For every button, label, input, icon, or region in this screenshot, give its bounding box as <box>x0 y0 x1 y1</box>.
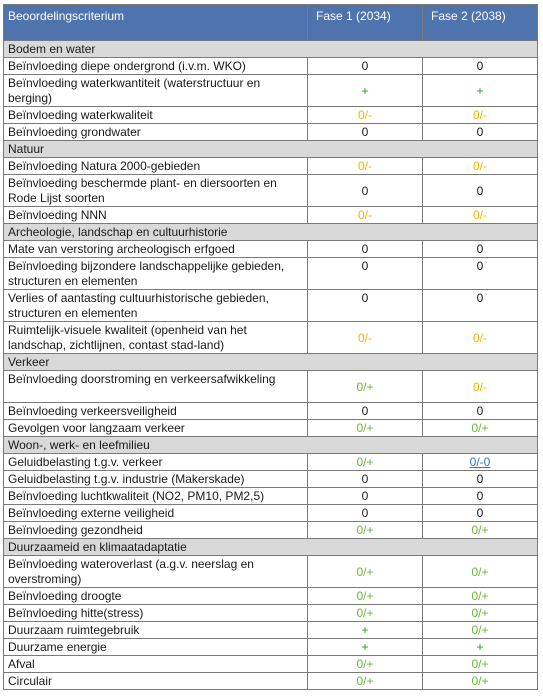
table-row <box>4 588 538 605</box>
criterion-label: Circulair <box>4 673 308 690</box>
score-value: 0 <box>361 59 369 73</box>
phase1-score <box>308 124 423 141</box>
phase2-score <box>423 107 538 124</box>
phase2-score <box>423 258 538 290</box>
table-row <box>4 522 538 539</box>
table-row <box>4 207 538 224</box>
phase1-score <box>308 622 423 639</box>
section-title: Bodem en water <box>4 41 538 58</box>
score-value: + <box>476 640 484 654</box>
score-value: 0/- <box>472 208 487 222</box>
score-value: 0/+ <box>471 674 489 688</box>
phase2-score <box>423 124 538 141</box>
score-value: 0 <box>476 242 484 256</box>
phase2-score <box>423 58 538 75</box>
phase2-score <box>423 241 538 258</box>
score-value: 0/+ <box>356 455 374 469</box>
phase1-score <box>308 639 423 656</box>
criterion-label: Beïnvloeding droogte <box>4 588 308 605</box>
score-value: 0/+ <box>471 623 489 637</box>
table-row <box>4 656 538 673</box>
score-value: 0/+ <box>471 564 489 579</box>
phase1-score <box>308 75 423 107</box>
table-row <box>4 673 538 690</box>
section-row <box>4 141 538 158</box>
phase2-score <box>423 371 538 403</box>
criterion-label: Afval <box>4 656 308 673</box>
phase1-score <box>308 656 423 673</box>
table-row <box>4 454 538 471</box>
phase1-score <box>308 505 423 522</box>
table-row <box>4 556 538 588</box>
phase2-score <box>423 75 538 107</box>
table-row <box>4 371 538 403</box>
table-row <box>4 258 538 290</box>
phase2-score <box>423 605 538 622</box>
phase2-score <box>423 556 538 588</box>
criterion-label: Beïnvloeding beschermde plant- en diersoorten en Rode Lijst soorten <box>4 175 308 207</box>
phase1-score <box>308 107 423 124</box>
criterion-label: Geluidbelasting t.g.v. industrie (Makerskade) <box>4 471 308 488</box>
table-row <box>4 471 538 488</box>
phase1-score <box>308 403 423 420</box>
phase1-score <box>308 522 423 539</box>
score-value: 0 <box>476 291 484 305</box>
score-value: 0/+ <box>356 606 374 620</box>
phase2-score <box>423 639 538 656</box>
score-value: 0/- <box>357 159 372 173</box>
phase1-score <box>308 58 423 75</box>
phase1-score <box>308 420 423 437</box>
criterion-label: Beïnvloeding verkeersveiligheid <box>4 403 308 420</box>
table-row <box>4 124 538 141</box>
score-value: 0/- <box>472 379 487 394</box>
criterion-label: Beïnvloeding bijzondere landschappelijke gebieden, structuren en elementen <box>4 258 308 290</box>
table-row <box>4 488 538 505</box>
table-row <box>4 175 538 207</box>
criterion-label: Beïnvloeding Natura 2000-gebieden <box>4 158 308 175</box>
phase2-score <box>423 158 538 175</box>
section-title: Woon-, werk- en leefmilieu <box>4 437 538 454</box>
phase1-score <box>308 454 423 471</box>
score-value: 0/- <box>472 159 487 173</box>
section-title: Verkeer <box>4 354 538 371</box>
score-value: 0 <box>476 404 484 418</box>
criterion-label: Duurzame energie <box>4 639 308 656</box>
table-row <box>4 420 538 437</box>
section-row <box>4 539 538 556</box>
section-title: Duurzaameid en klimaatadaptatie <box>4 539 538 556</box>
table-row <box>4 639 538 656</box>
section-row <box>4 224 538 241</box>
section-row <box>4 354 538 371</box>
phase1-score <box>308 158 423 175</box>
criterion-label: Beïnvloeding gezondheid <box>4 522 308 539</box>
criterion-label: Beïnvloeding grondwater <box>4 124 308 141</box>
criterion-label: Beïnvloeding hitte(stress) <box>4 605 308 622</box>
section-row <box>4 437 538 454</box>
assessment-table-container <box>3 4 537 690</box>
phase1-score <box>308 290 423 322</box>
score-value: 0 <box>361 125 369 139</box>
phase1-score <box>308 488 423 505</box>
table-row <box>4 605 538 622</box>
score-value: 0 <box>361 506 369 520</box>
criterion-label: Mate van verstoring archeologisch erfgoed <box>4 241 308 258</box>
criterion-label: Beïnvloeding doorstroming en verkeersafwikkeling <box>4 371 308 403</box>
score-value: 0/- <box>357 208 372 222</box>
header-row <box>4 5 538 41</box>
criterion-label: Beïnvloeding waterkwaliteit <box>4 107 308 124</box>
score-value: 0/+ <box>471 606 489 620</box>
phase2-score <box>423 488 538 505</box>
score-value: 0 <box>476 472 484 486</box>
score-value: 0/- <box>357 108 372 122</box>
header-criterion: Beoordelingscriterium <box>4 5 308 41</box>
section-title: Archeologie, landschap en cultuurhistorie <box>4 224 538 241</box>
phase1-score <box>308 258 423 290</box>
score-value: + <box>361 623 369 637</box>
table-body <box>4 41 538 690</box>
phase2-score <box>423 290 538 322</box>
phase1-score <box>308 322 423 354</box>
phase1-score <box>308 175 423 207</box>
table-row <box>4 403 538 420</box>
phase1-score <box>308 471 423 488</box>
section-title: Natuur <box>4 141 538 158</box>
table-row <box>4 158 538 175</box>
criterion-label: Beïnvloeding NNN <box>4 207 308 224</box>
criterion-label: Gevolgen voor langzaam verkeer <box>4 420 308 437</box>
criterion-label: Beïnvloeding waterkwantiteit (waterstructuur en berging) <box>4 75 308 107</box>
score-value: 0/+ <box>356 589 374 603</box>
score-value: 0/+ <box>471 523 489 537</box>
assessment-table <box>3 4 538 690</box>
phase2-score <box>423 403 538 420</box>
table-row <box>4 58 538 75</box>
phase2-score <box>423 175 538 207</box>
phase2-score <box>423 522 538 539</box>
criterion-label: Geluidbelasting t.g.v. verkeer <box>4 454 308 471</box>
section-row <box>4 41 538 58</box>
score-value: 0/+ <box>356 657 374 671</box>
criterion-label: Verlies of aantasting cultuurhistorische gebieden, structuren en elementen <box>4 290 308 322</box>
score-value: 0/+ <box>356 564 374 579</box>
table-row <box>4 505 538 522</box>
score-value: + <box>476 83 484 98</box>
phase2-score <box>423 656 538 673</box>
table-row <box>4 107 538 124</box>
table-row <box>4 241 538 258</box>
phase2-score <box>423 471 538 488</box>
table-row <box>4 290 538 322</box>
score-value: 0 <box>476 183 484 198</box>
score-value: 0/+ <box>356 379 374 394</box>
table-row <box>4 75 538 107</box>
criterion-label: Beïnvloeding wateroverlast (a.g.v. neerslag en overstroming) <box>4 556 308 588</box>
criterion-label: Beïnvloeding diepe ondergrond (i.v.m. WKO) <box>4 58 308 75</box>
phase2-score <box>423 454 538 471</box>
criterion-label: Duurzaam ruimtegebruik <box>4 622 308 639</box>
phase1-score <box>308 673 423 690</box>
phase2-score <box>423 588 538 605</box>
criterion-label: Beïnvloeding luchtkwaliteit (NO2, PM10, PM2,5) <box>4 488 308 505</box>
score-value: 0/- <box>472 108 487 122</box>
criterion-label: Ruimtelijk-visuele kwaliteit (openheid van het landschap, zichtlijnen, contast stad-land) <box>4 322 308 354</box>
score-value: 0/-0 <box>469 455 491 469</box>
score-value: + <box>361 83 369 98</box>
phase2-score <box>423 622 538 639</box>
header-phase1: Fase 1 (2034) <box>308 5 423 41</box>
score-value: 0 <box>476 489 484 503</box>
score-value: 0 <box>476 59 484 73</box>
score-value: 0/- <box>472 330 487 345</box>
phase2-score <box>423 322 538 354</box>
score-value: 0 <box>361 259 369 273</box>
phase2-score <box>423 420 538 437</box>
phase1-score <box>308 241 423 258</box>
score-value: 0/+ <box>356 421 374 435</box>
phase2-score <box>423 673 538 690</box>
phase1-score <box>308 588 423 605</box>
score-value: 0 <box>361 291 369 305</box>
score-value: 0/+ <box>356 523 374 537</box>
header-phase2: Fase 2 (2038) <box>423 5 538 41</box>
phase1-score <box>308 371 423 403</box>
score-value: 0/+ <box>471 657 489 671</box>
table-row <box>4 322 538 354</box>
score-value: 0/+ <box>356 674 374 688</box>
phase2-score <box>423 505 538 522</box>
phase1-score <box>308 556 423 588</box>
score-value: 0/+ <box>471 421 489 435</box>
score-value: 0 <box>476 125 484 139</box>
phase1-score <box>308 207 423 224</box>
score-value: 0 <box>361 183 369 198</box>
score-value: 0 <box>361 489 369 503</box>
criterion-label: Beïnvloeding externe veiligheid <box>4 505 308 522</box>
phase2-score <box>423 207 538 224</box>
table-row <box>4 622 538 639</box>
score-value: + <box>361 640 369 654</box>
score-value: 0 <box>361 472 369 486</box>
score-value: 0 <box>476 259 484 273</box>
score-value: 0 <box>361 404 369 418</box>
score-value: 0/+ <box>471 589 489 603</box>
score-value: 0 <box>476 506 484 520</box>
phase1-score <box>308 605 423 622</box>
score-value: 0 <box>361 242 369 256</box>
score-value: 0/- <box>357 330 372 345</box>
